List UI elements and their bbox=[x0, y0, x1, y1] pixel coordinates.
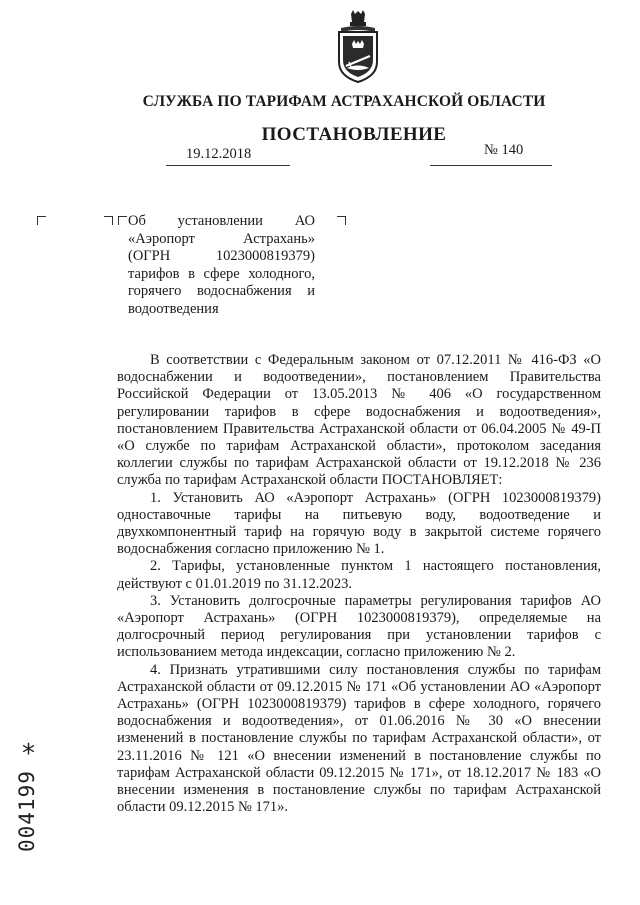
document-number: № 140 bbox=[484, 142, 524, 158]
item-4: 4. Признать утратившими силу постановления службы по тарифам Астраханской области от 09.12.2015 № 171 «Об установлении АО «Аэропорт Астрахань» (ОГРН 1023000819379) тарифов в сфере холодного, горячего водоснабжения и водоотведения», от 01.06.2016 № 30 «О внесении изменений в постановление службы по тарифам Астраханской области», от 23.11.2016 № 121 «О внесении изменений в постановление службы по тарифам Астраханской области 09.12.2015 № 171», от 18.12.2017 № 183 «О внесении изменения в постановление службы по тарифам Астраханской области 09.12.2015 № 171». bbox=[117, 661, 601, 816]
number-underline bbox=[430, 165, 552, 166]
corner-mark-right bbox=[337, 216, 346, 225]
document-type: ПОСТАНОВЛЕНИЕ bbox=[261, 124, 447, 145]
corner-mark-inner-left bbox=[118, 216, 127, 225]
coat-of-arms-icon bbox=[331, 10, 385, 86]
corner-mark-inner-right bbox=[104, 216, 113, 225]
stamp-star: * bbox=[22, 739, 35, 769]
document-date: 19.12.2018 bbox=[186, 146, 252, 162]
item-1: 1. Установить АО «Аэропорт Астрахань» (ОГРН 1023000819379) одноставочные тарифы на питьевую воду, водоотведение и двухкомпонентный тариф на горячую воду в закрытой системе горячего водоснабжения согласно приложению № 1. bbox=[117, 489, 601, 558]
preamble: В соответствии с Федеральным законом от 07.12.2011 № 416-ФЗ «О водоснабжении и водоотведении», постановлением Правительства Российской Федерации от 13.05.2013 № 406 «О государственном регулировании тарифов в сфере водоснабжения и водоотведения», постановлением Правительства Астраханской области от 06.04.2005 № 49-П «О службе по тарифам Астраханской области», протоколом заседания коллегии службы по тарифам Астраханской области от 19.12.2018 № 236 служба по тарифам Астраханской области ПОСТАНОВЛЯЕТ: bbox=[117, 352, 601, 489]
subject-block: Об установлении АО «Аэропорт Астрахань» (ОГРН 1023000819379) тарифов в сфере холодного, горячего водоснабжения и водоотведения bbox=[128, 213, 315, 317]
date-underline bbox=[166, 165, 290, 166]
corner-mark-left bbox=[37, 216, 46, 225]
document-body bbox=[117, 352, 601, 816]
registration-stamp: 004199 bbox=[15, 770, 39, 852]
item-3: 3. Установить долгосрочные параметры регулирования тарифов АО «Аэропорт Астрахань» (ОГРН 1023000819379), определяемые на долгосрочный период регулирования при установлении тарифов с использованием метода индексации, согласно приложению № 2. bbox=[117, 592, 601, 661]
item-2: 2. Тарифы, установленные пунктом 1 настоящего постановления, действуют с 01.01.2019 по 31.12.2023. bbox=[117, 558, 601, 592]
organization-name: СЛУЖБА ПО ТАРИФАМ АСТРАХАНСКОЙ ОБЛАСТИ bbox=[142, 93, 546, 110]
